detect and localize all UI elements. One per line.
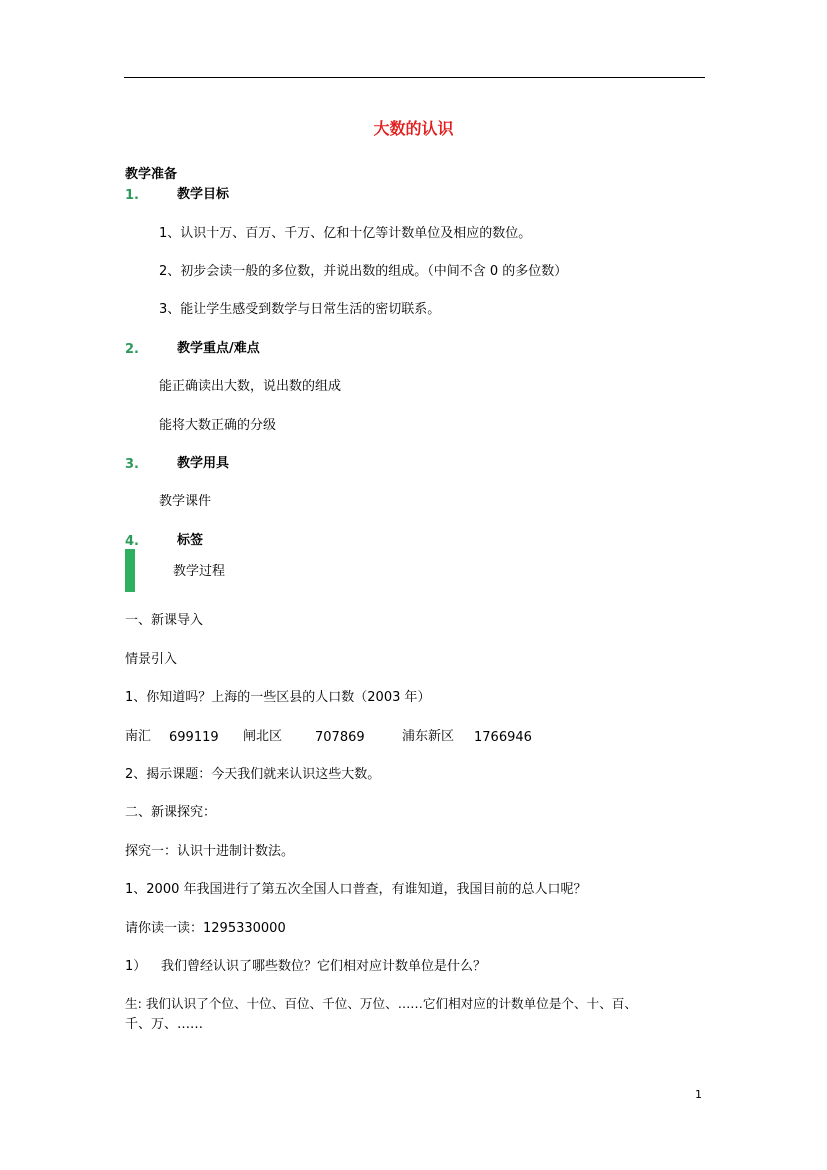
body-line-9: 请你读一读：1295330000 bbox=[125, 921, 286, 936]
tools-text: 教学课件 bbox=[159, 494, 212, 509]
pop-name-3: 浦东新区 bbox=[402, 729, 455, 744]
goal-3: 3、能让学生感受到数学与日常生活的密切联系。 bbox=[159, 302, 441, 317]
section-3-number: 3. bbox=[125, 457, 139, 472]
body-line-2: 情景引入 bbox=[125, 652, 178, 667]
body-line-11a: 生: 我们认识了个位、十位、百位、千位、万位、……它们相对应的计数单位是个、十、百、 bbox=[125, 996, 637, 1011]
section-1-number: 1. bbox=[125, 188, 139, 203]
pop-value-1: 699119 bbox=[169, 730, 219, 745]
key-point-1: 能正确读出大数，说出数的组成 bbox=[159, 379, 342, 394]
pop-name-1: 南汇 bbox=[125, 729, 152, 744]
tag-bar bbox=[125, 549, 135, 592]
section-2-number: 2. bbox=[125, 342, 139, 357]
body-line-1: 一、新课导入 bbox=[125, 613, 204, 628]
body-line-11b: 千、万、…… bbox=[125, 1017, 204, 1032]
page-title: 大数的认识 bbox=[373, 119, 454, 138]
section-4-heading: 标签 bbox=[177, 533, 204, 548]
section-3-heading: 教学用具 bbox=[177, 456, 230, 471]
body-line-3: 1、你知道吗？上海的一些区县的人口数（2003 年） bbox=[125, 690, 431, 705]
key-point-2: 能将大数正确的分级 bbox=[159, 418, 277, 433]
page-number: 1 bbox=[695, 1088, 702, 1101]
tag-text: 教学过程 bbox=[173, 564, 226, 579]
header-rule bbox=[124, 77, 705, 78]
pop-name-2: 闸北区 bbox=[243, 729, 283, 744]
pop-value-3: 1766946 bbox=[474, 730, 532, 745]
body-line-8: 1、2000 年我国进行了第五次全国人口普查，有谁知道，我国目前的总人口呢？ bbox=[125, 882, 587, 897]
body-line-10-text: 我们曾经认识了哪些数位？它们相对应计数单位是什么？ bbox=[161, 959, 487, 974]
section-1-heading: 教学目标 bbox=[177, 187, 230, 202]
goal-2: 2、初步会读一般的多位数，并说出数的组成。（中间不含 0 的多位数） bbox=[159, 264, 568, 279]
body-line-6: 二、新课探究： bbox=[125, 805, 217, 820]
pop-value-2: 707869 bbox=[315, 730, 365, 745]
prep-heading: 教学准备 bbox=[125, 167, 178, 182]
section-4-number: 4. bbox=[125, 534, 139, 549]
section-2-heading: 教学重点/难点 bbox=[177, 341, 260, 356]
body-line-10-number: 1） bbox=[125, 959, 147, 974]
goal-1: 1、认识十万、百万、千万、亿和十亿等计数单位及相应的数位。 bbox=[159, 226, 532, 241]
body-line-7: 探究一：认识十进制计数法。 bbox=[125, 844, 295, 859]
body-line-5: 2、揭示课题：今天我们就来认识这些大数。 bbox=[125, 767, 381, 782]
